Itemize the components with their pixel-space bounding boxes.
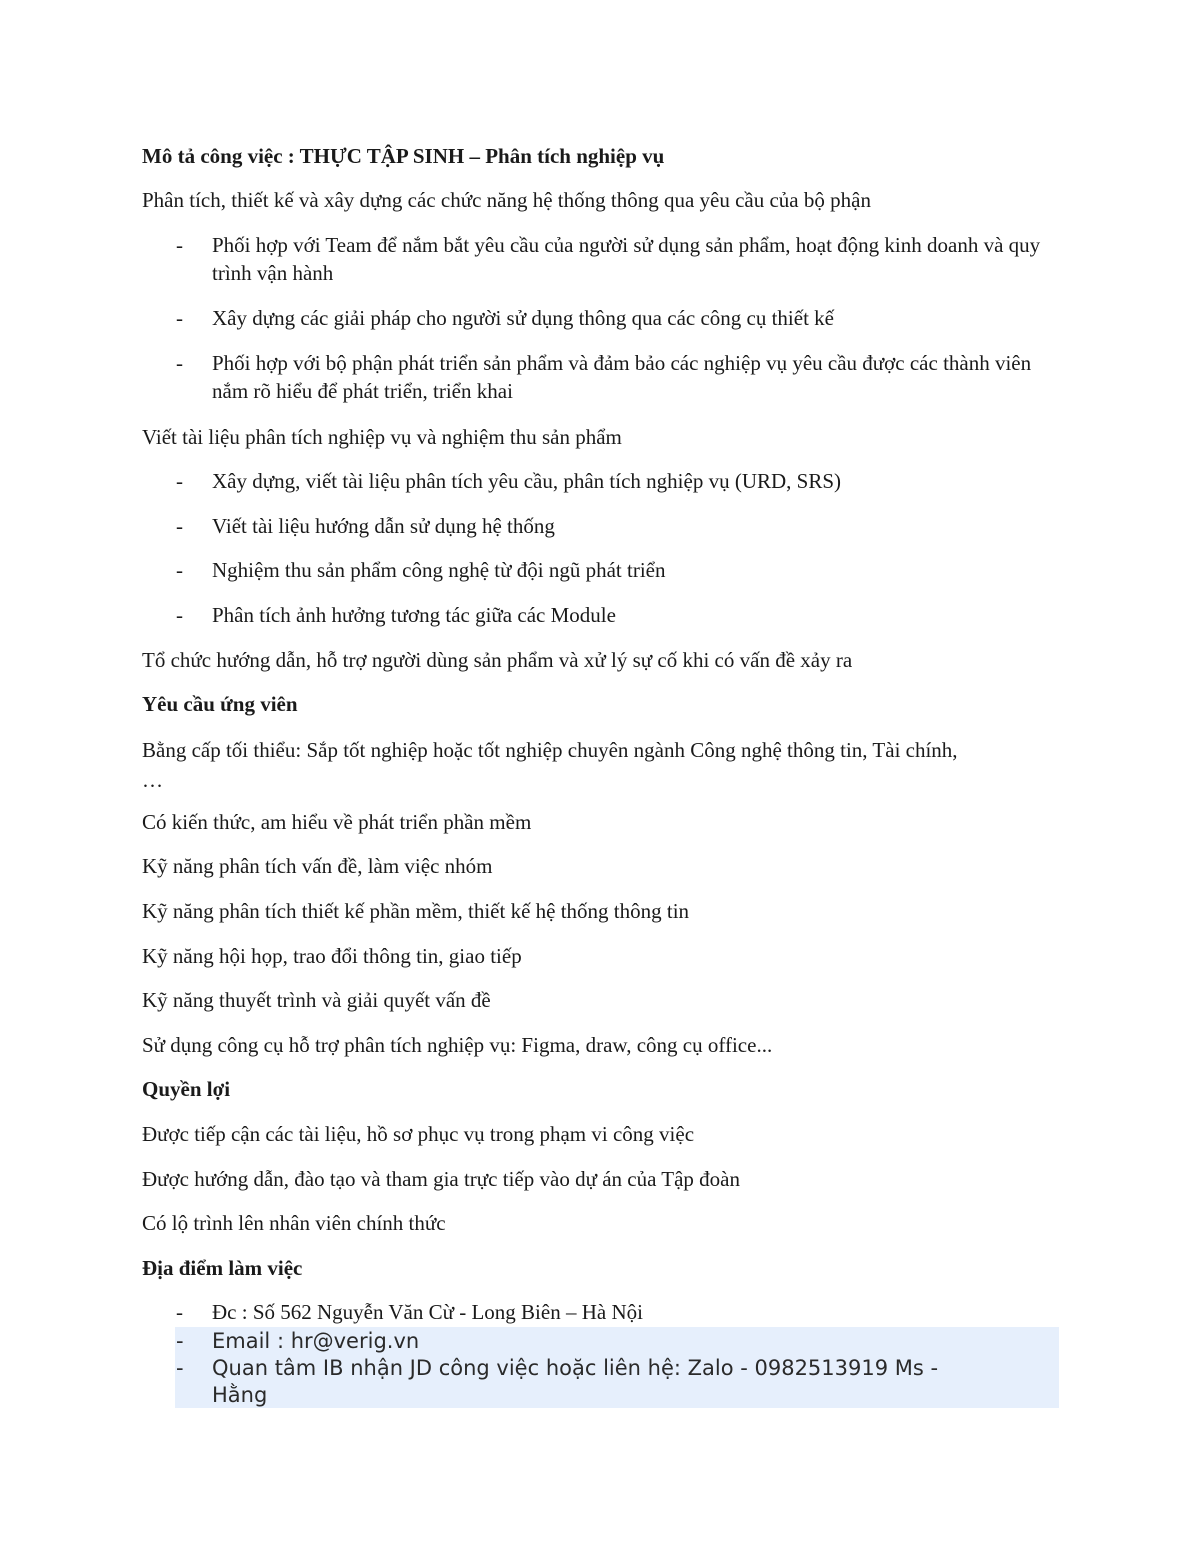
section2-item-3: Nghiệm thu sản phẩm công nghệ từ đội ngũ phát triển [212, 558, 666, 582]
bullet-dash: - [176, 1329, 184, 1353]
contact-email: Email : hr@verig.vn [212, 1329, 420, 1353]
section1-item-1: Phối hợp với Team để nắm bắt yêu cầu của người sử dụng sản phẩm, hoạt động kinh doanh và quy trình vận hành [212, 233, 1041, 285]
requirement-item-5: Kỹ năng thuyết trình và giải quyết vấn đề [142, 988, 491, 1012]
contact-zalo-continuation: Hằng [212, 1383, 268, 1407]
benefits-heading: Quyền lợi [142, 1077, 231, 1101]
benefit-item-2: Được hướng dẫn, đào tạo và tham gia trực tiếp vào dự án của Tập đoàn [142, 1167, 740, 1191]
section1-heading: Phân tích, thiết kế và xây dựng các chức năng hệ thống thông qua yêu cầu của bộ phận [142, 188, 871, 212]
requirement-item-1: Có kiến thức, am hiểu về phát triển phần mềm [142, 810, 532, 834]
bullet-dash: - [176, 233, 183, 257]
section1-item-2: Xây dựng các giải pháp cho người sử dụng thông qua các công cụ thiết kế [212, 306, 834, 330]
bullet-dash: - [176, 603, 183, 627]
requirements-degree-continuation: … [142, 768, 163, 792]
requirement-item-2: Kỹ năng phân tích vấn đề, làm việc nhóm [142, 854, 493, 878]
benefit-item-1: Được tiếp cận các tài liệu, hồ sơ phục vụ trong phạm vi công việc [142, 1122, 695, 1146]
section2-item-1: Xây dựng, viết tài liệu phân tích yêu cầu, phân tích nghiệp vụ (URD, SRS) [212, 469, 842, 493]
section3-text: Tổ chức hướng dẫn, hỗ trợ người dùng sản phẩm và xử lý sự cố khi có vấn đề xảy ra [142, 648, 853, 672]
bullet-dash: - [176, 469, 183, 493]
contact-zalo: Quan tâm IB nhận JD công việc hoặc liên hệ: Zalo - 0982513919 Ms - [212, 1356, 939, 1380]
location-heading: Địa điểm làm việc [142, 1256, 303, 1280]
section2-heading: Viết tài liệu phân tích nghiệp vụ và nghiệm thu sản phẩm [142, 425, 622, 449]
section1-item-3: Phối hợp với bộ phận phát triển sản phẩm và đảm bảo các nghiệp vụ yêu cầu được các thành viên nắm rõ hiểu để phát triển, triển khai [212, 351, 1032, 403]
bullet-dash: - [176, 1300, 183, 1324]
bullet-dash: - [176, 306, 183, 330]
requirement-item-4: Kỹ năng hội họp, trao đổi thông tin, giao tiếp [142, 944, 522, 968]
bullet-dash: - [176, 351, 183, 375]
bullet-dash: - [176, 1356, 184, 1380]
location-address: Đc : Số 562 Nguyễn Văn Cừ - Long Biên – Hà Nội [212, 1300, 643, 1324]
section2-item-2: Viết tài liệu hướng dẫn sử dụng hệ thống [212, 514, 555, 538]
document-title: Mô tả công việc : THỰC TẬP SINH – Phân tích nghiệp vụ [142, 144, 665, 168]
bullet-dash: - [176, 514, 183, 538]
requirements-heading: Yêu cầu ứng viên [142, 692, 298, 716]
requirement-item-3: Kỹ năng phân tích thiết kế phần mềm, thiết kế hệ thống thông tin [142, 899, 690, 923]
requirement-item-6: Sử dụng công cụ hỗ trợ phân tích nghiệp vụ: Figma, draw, công cụ office... [142, 1033, 773, 1057]
requirements-degree: Bằng cấp tối thiểu: Sắp tốt nghiệp hoặc tốt nghiệp chuyên ngành Công nghệ thông tin, Tài chính, [142, 738, 958, 762]
benefit-item-3: Có lộ trình lên nhân viên chính thức [142, 1211, 446, 1235]
bullet-dash: - [176, 558, 183, 582]
section2-item-4: Phân tích ảnh hưởng tương tác giữa các Module [212, 603, 616, 627]
